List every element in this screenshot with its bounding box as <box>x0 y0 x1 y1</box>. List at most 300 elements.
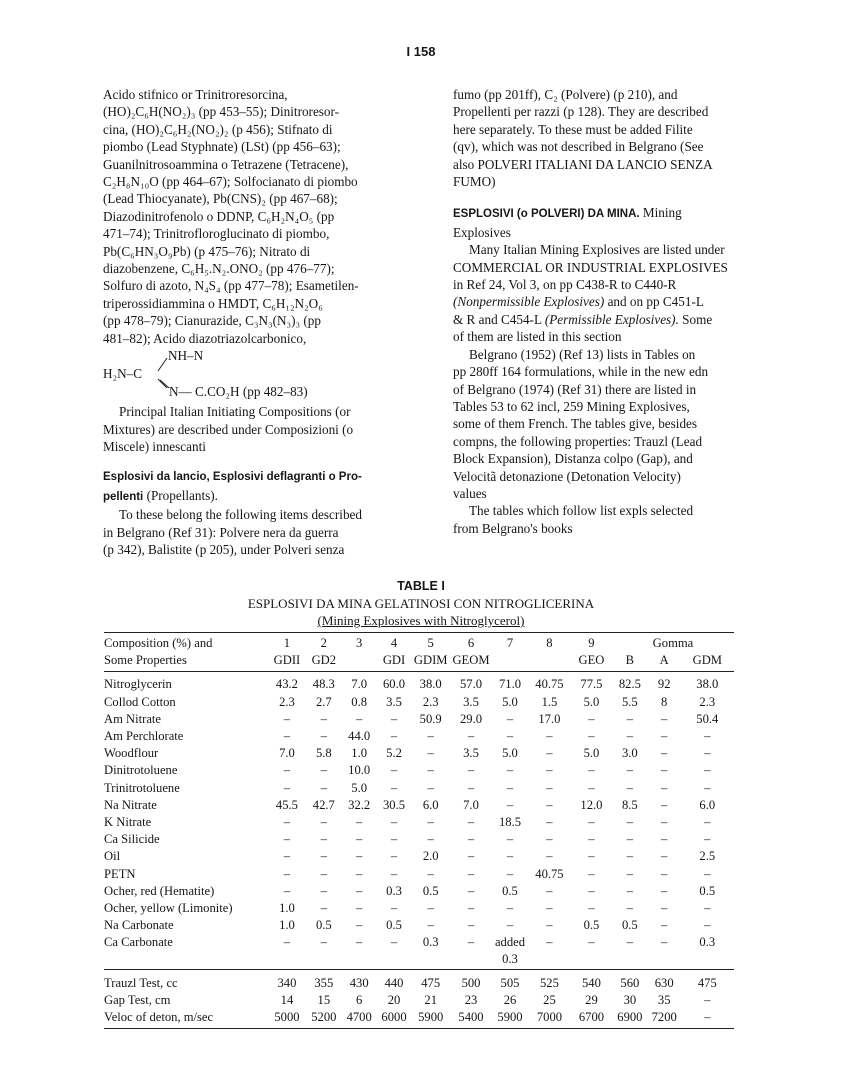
table-cell: – <box>320 814 327 829</box>
text-line: COMMERCIAL OR INDUSTRIAL EXPLOSIVES <box>453 259 728 275</box>
table-cell <box>528 652 571 672</box>
table-cell: 4 <box>377 633 412 653</box>
table-cell: – <box>320 711 327 726</box>
text-line: (qv), which was not described in Belgrano (See <box>453 139 704 155</box>
table-cell: 7.0 <box>279 746 295 761</box>
table-cell: 1 <box>268 633 306 653</box>
table-row <box>104 1009 734 1029</box>
table-cell: GD2 <box>306 652 342 672</box>
table-cell: – <box>626 849 634 864</box>
table-cell: – <box>704 729 711 744</box>
table-cell: – <box>427 918 434 933</box>
row-label: Na Nitrate <box>104 797 157 812</box>
text-line <box>103 487 415 506</box>
row-label: Ca Silicide <box>104 832 160 847</box>
table-cell: – <box>390 814 398 829</box>
table-cell: – <box>390 832 398 847</box>
table-cell: 630 <box>654 975 674 990</box>
table-cell: 1.0 <box>279 900 295 915</box>
text-line: Principal Italian Initiating Compositions (or <box>119 404 351 420</box>
table-cell: 18.5 <box>498 814 522 829</box>
table-cell: – <box>546 729 553 744</box>
table-cell: 44.0 <box>348 729 371 744</box>
row-label: Some Properties <box>104 652 268 672</box>
text-line: 471–74); Trinitrofloroglucinato di piombo, <box>103 226 330 242</box>
row-label: K Nitrate <box>104 814 152 829</box>
table-cell: 355 <box>314 975 334 990</box>
table-cell: 0.5 <box>315 918 332 933</box>
table-cell: – <box>320 780 327 795</box>
text-line: 481–82); Acido diazotriazolcarbonico, <box>103 330 307 346</box>
table-cell: 7200 <box>648 1009 681 1029</box>
table-cell: 6 <box>356 992 363 1007</box>
table-cell: 57.0 <box>459 677 483 692</box>
table-cell: – <box>320 763 327 778</box>
text-span: (Permissible Explosives). <box>544 311 679 327</box>
text-line <box>453 311 763 328</box>
table-cell: – <box>588 780 595 795</box>
table-cell: – <box>467 849 475 864</box>
table-cell: 5.5 <box>621 694 638 709</box>
table-cell: – <box>704 746 711 761</box>
composition-rows <box>104 672 734 969</box>
row-label: Oil <box>104 849 121 864</box>
table-cell: 5400 <box>450 1009 492 1029</box>
table-cell: – <box>356 918 363 933</box>
table-cell: 0.3 <box>699 935 716 950</box>
table-cell: 505 <box>500 975 520 990</box>
table-cell: – <box>626 935 634 950</box>
table-cell: – <box>546 746 553 761</box>
table-cell: – <box>467 814 475 829</box>
table-cell: – <box>626 729 634 744</box>
table-cell: 10.0 <box>348 763 371 778</box>
text-line: Propellenti per razzi (p 128). They are described <box>453 104 709 120</box>
table-cell: 0.5 <box>386 918 402 933</box>
text-line: of Belgrano (1974) (Ref 31) there are listed in <box>453 381 697 397</box>
text-span: and on pp C451-L <box>604 294 704 310</box>
table-cell <box>450 951 492 969</box>
table-cell: – <box>588 814 595 829</box>
text-span: Mining <box>639 205 682 221</box>
text-line <box>453 293 763 310</box>
table-cell: 14 <box>280 992 294 1007</box>
table-cell: 6700 <box>571 1009 612 1029</box>
table-cell <box>411 951 450 969</box>
text-line: from Belgrano's books <box>453 520 573 536</box>
table-row <box>104 951 734 969</box>
row-label: Nitroglycerin <box>104 677 172 692</box>
table-cell: – <box>283 883 291 898</box>
table-row <box>104 831 734 848</box>
text-line: triperossidiammina o HMDT, C₆H₁₂N₂O₆ <box>103 295 323 311</box>
table-cell: 7000 <box>528 1009 571 1029</box>
table-title: TABLE I <box>397 579 445 593</box>
table-cell: 7 <box>492 633 528 653</box>
table-cell: 5000 <box>268 1009 306 1029</box>
row-label: Veloc of deton, m/sec <box>104 1009 268 1029</box>
table-cell: 9 <box>571 633 612 653</box>
table-cell: – <box>661 814 668 829</box>
table-cell: – <box>427 832 434 847</box>
table-cell: 82.5 <box>618 677 641 692</box>
table-cell: – <box>506 866 514 881</box>
table-cell: 29 <box>585 992 598 1007</box>
table-cell: 0.5 <box>699 883 716 898</box>
table-cell: B <box>612 652 648 672</box>
text-line: piombo (Lead Styphnate) (LSt) (pp 456–63); <box>103 139 341 155</box>
table-cell: 20 <box>387 992 401 1007</box>
table-cell: – <box>320 900 327 915</box>
table-cell: – <box>427 900 434 915</box>
text-line: diazobenzene, C₆H₅.N₂.ONO₂ (pp 476–77); <box>103 261 335 277</box>
table-subtitle-english-text: (Mining Explosives with Nitroglycerol) <box>317 613 525 628</box>
text-line: compns, the following properties: Trauzl (Lead <box>453 433 703 449</box>
table-cell: – <box>427 814 434 829</box>
row-label: Gap Test, cm <box>104 992 171 1007</box>
table-cell: – <box>356 866 363 881</box>
table-cell: – <box>626 780 634 795</box>
table-cell: – <box>283 711 291 726</box>
table-cell: – <box>588 900 595 915</box>
table-cell: 40.75 <box>535 866 564 881</box>
table-row <box>104 762 734 779</box>
table-cell: – <box>320 883 327 898</box>
table-cell: 38.0 <box>419 677 442 692</box>
table-cell: 5.0 <box>583 746 600 761</box>
table-cell: 1.0 <box>279 918 295 933</box>
table-cell: GEOM <box>450 652 492 672</box>
table-cell: – <box>661 711 668 726</box>
table-cell: – <box>588 729 595 744</box>
table-cell: GDII <box>268 652 306 672</box>
text-line: here separately. To these must be added Filite <box>453 121 693 137</box>
row-label: Ocher, yellow (Limonite) <box>104 900 233 915</box>
table-cell: – <box>356 711 363 726</box>
table-cell: 40.75 <box>535 677 564 692</box>
table-cell: A <box>648 652 681 672</box>
table-cell: 48.3 <box>312 677 335 692</box>
table-cell: – <box>661 849 668 864</box>
table-cell: 35 <box>657 992 671 1007</box>
table-cell: – <box>356 849 363 864</box>
table-cell: 50.4 <box>696 711 719 726</box>
table-cell: – <box>546 935 553 950</box>
text-line: The tables which follow list expls selected <box>469 503 694 519</box>
text-line: (Lead Thiocyanate), Pb(CNS)₂ (pp 467–68); <box>103 191 338 207</box>
table-cell: 30 <box>623 992 637 1007</box>
table-cell: – <box>588 849 595 864</box>
table-cell: 3.0 <box>621 746 638 761</box>
table-cell: – <box>546 763 553 778</box>
formula-left: H₂N–C <box>103 366 143 382</box>
table-cell: – <box>661 746 668 761</box>
text-line: also POLVERI ITALIANI DA LANCIO SENZA <box>453 156 713 172</box>
table-cell: 0.5 <box>583 918 600 933</box>
table-cell: – <box>320 849 327 864</box>
table-cell: 2 <box>306 633 342 653</box>
table-cell: – <box>427 780 434 795</box>
table-row <box>104 728 734 745</box>
table-cell: – <box>283 729 291 744</box>
table-cell: 0.3 <box>492 951 528 969</box>
table-cell: 6 <box>450 633 492 653</box>
section-heading: Esplosivi da lancio, Esplosivi deflagranti o Pro- <box>103 471 362 484</box>
row-label: PETN <box>104 866 136 881</box>
text-line: Solfuro di azoto, N₄S₄ (pp 477–78); Esametilen- <box>103 278 359 294</box>
table-cell <box>342 652 377 672</box>
table-cell: 5.0 <box>583 694 600 709</box>
table-cell: – <box>467 763 475 778</box>
section-heading-end: pellenti <box>103 490 144 503</box>
table-cell: added <box>494 935 526 950</box>
table-cell <box>528 951 571 969</box>
table-cell: 7.0 <box>463 797 479 812</box>
table-cell: 25 <box>543 992 556 1007</box>
table-cell: – <box>506 797 514 812</box>
table-cell <box>342 951 377 969</box>
table-cell: – <box>704 832 711 847</box>
table-cell: 525 <box>539 975 559 990</box>
table-cell: 1.0 <box>351 746 368 761</box>
table-cell: – <box>467 935 475 950</box>
table-cell: – <box>626 814 634 829</box>
table-cell: 26 <box>503 992 517 1007</box>
table-cell: – <box>704 900 711 915</box>
table-cell: – <box>546 900 553 915</box>
table-cell: – <box>283 849 291 864</box>
table-cell: 1.5 <box>541 694 558 709</box>
property-rows <box>104 969 734 1029</box>
table-cell: – <box>283 780 291 795</box>
table-cell: 2.7 <box>315 694 332 709</box>
table-cell: – <box>588 832 595 847</box>
table-cell: – <box>626 883 634 898</box>
table-cell: – <box>704 780 711 795</box>
table-cell: – <box>390 780 398 795</box>
table-cell: – <box>546 918 553 933</box>
table-cell: – <box>661 797 668 812</box>
text-span: & R and C454-L <box>453 311 545 327</box>
table-cell: – <box>467 729 475 744</box>
text-line: (p 342), Balistite (p 205), under Polveri senza <box>103 541 345 557</box>
text-line: FUMO) <box>453 174 496 190</box>
table-cell: – <box>467 883 475 898</box>
right-column <box>453 86 763 537</box>
text-line: Guanilnitrosoammina o Tetrazene (Tetracene), <box>103 156 349 172</box>
text-line: of them are listed in this section <box>453 329 622 345</box>
formula-top: NH–N <box>168 348 204 364</box>
table-cell: – <box>283 866 291 881</box>
table-cell: 3.5 <box>463 746 479 761</box>
table-cell: – <box>681 1009 734 1029</box>
table-cell: – <box>320 866 327 881</box>
table-cell: 17.0 <box>538 711 561 726</box>
table-cell: – <box>427 866 434 881</box>
table-cell: 0.3 <box>386 883 402 898</box>
table-cell: 540 <box>582 975 601 990</box>
table-cell: – <box>588 711 595 726</box>
text-line: To these belong the following items described <box>119 507 362 523</box>
table-cell: 5.8 <box>315 746 332 761</box>
table-cell: 6.0 <box>422 797 439 812</box>
table-cell: 6900 <box>612 1009 648 1029</box>
table-cell <box>571 951 612 969</box>
table-cell: – <box>546 849 553 864</box>
table-cell: 5.2 <box>386 746 402 761</box>
table-cell: – <box>506 763 514 778</box>
table-cell: 50.9 <box>419 711 442 726</box>
text-line <box>453 204 763 223</box>
table-cell <box>612 951 648 969</box>
table-header-row <box>104 652 734 672</box>
table-row <box>104 672 734 694</box>
table-cell: – <box>390 729 398 744</box>
table-cell: – <box>390 900 398 915</box>
table-subtitle: ESPLOSIVI DA MINA GELATINOSI CON NITROGLICERINA <box>247 596 595 611</box>
table-cell: – <box>661 780 668 795</box>
row-label: Am Perchlorate <box>104 729 184 744</box>
table-cell: 4700 <box>342 1009 377 1029</box>
table-cell: – <box>506 711 514 726</box>
text-line: in Belgrano (Ref 31): Polvere nera da guerra <box>103 524 339 540</box>
text-line: Miscele) innescanti <box>103 438 206 454</box>
table-cell <box>648 951 681 969</box>
table-row <box>104 780 734 797</box>
table-caption <box>0 578 842 629</box>
mining-explosives-table <box>104 632 734 1029</box>
table-cell: 23 <box>464 992 478 1007</box>
table-row <box>104 934 734 951</box>
table-cell <box>268 951 306 969</box>
table-cell: 430 <box>349 975 369 990</box>
table-cell: 340 <box>277 975 297 990</box>
table-cell: – <box>661 918 668 933</box>
table-cell: 475 <box>697 975 717 990</box>
section-heading: ESPLOSIVI (o POLVERI) DA MINA. <box>453 208 640 221</box>
table-cell: – <box>588 883 595 898</box>
table-cell: 0.3 <box>422 935 439 950</box>
table-cell: – <box>546 797 553 812</box>
table-cell: 2.5 <box>699 849 716 864</box>
table-cell: – <box>626 763 634 778</box>
table-cell <box>377 951 412 969</box>
table-cell: 71.0 <box>498 677 522 692</box>
table-cell: 15 <box>317 992 331 1007</box>
text-line: some of them French. The tables give, besides <box>453 416 698 432</box>
table-cell: – <box>626 711 634 726</box>
table-cell: 5.0 <box>502 694 518 709</box>
table-cell: 32.2 <box>348 797 371 812</box>
table-cell: 500 <box>461 975 481 990</box>
table-cell: – <box>467 780 475 795</box>
table-cell: – <box>704 814 711 829</box>
table-cell: – <box>467 918 475 933</box>
table-cell: – <box>704 992 711 1007</box>
table-row <box>104 745 734 762</box>
table-cell: – <box>661 763 668 778</box>
table-cell: – <box>283 814 291 829</box>
table-cell: – <box>506 918 514 933</box>
text-line: Many Italian Mining Explosives are listed under <box>469 242 725 258</box>
table-cell: – <box>283 935 291 950</box>
table-cell: – <box>546 814 553 829</box>
table-cell: 5.0 <box>502 746 518 761</box>
row-label: Na Carbonate <box>104 918 174 933</box>
text-line: fumo (pp 201ff), C₂ (Polvere) (p 210), and <box>453 87 678 102</box>
table-cell: 8.5 <box>621 797 638 812</box>
table-cell: 5900 <box>411 1009 450 1029</box>
table-cell: – <box>704 763 711 778</box>
table-cell: – <box>427 763 434 778</box>
text-line: Tables 53 to 62 incl, 259 Mining Explosives, <box>453 398 690 414</box>
table-cell: GDM <box>681 652 734 672</box>
table-cell: – <box>427 746 434 761</box>
table-cell: 5.0 <box>351 780 368 795</box>
table-cell: GEO <box>571 652 612 672</box>
table-cell <box>492 652 528 672</box>
table-cell: – <box>588 866 595 881</box>
text-line: Mixtures) are described under Composizioni (o <box>103 421 354 437</box>
table-cell: – <box>506 900 514 915</box>
table-cell: – <box>283 832 291 847</box>
table-cell: Gomma <box>612 633 734 653</box>
text-line: Belgrano (1952) (Ref 13) lists in Tables on <box>469 346 696 362</box>
row-label: Dinitrotoluene <box>104 763 178 778</box>
text-line: values <box>453 485 487 501</box>
table-row <box>104 900 734 917</box>
table-cell: 0.8 <box>351 694 368 709</box>
table-cell: – <box>467 900 475 915</box>
table-cell: – <box>588 935 595 950</box>
formula-bottom: N— C.CO₂H (pp 482–83) <box>169 384 308 400</box>
table-cell: 92 <box>657 677 671 692</box>
text-line: (HO)₂C₆H(NO₂)₃ (pp 453–55); Dinitroresor- <box>103 104 340 120</box>
row-label: Trinitrotoluene <box>104 780 180 795</box>
table-cell: 8 <box>661 694 668 709</box>
table-cell: 0.5 <box>621 918 638 933</box>
table-cell: – <box>390 763 398 778</box>
table-cell: 560 <box>620 975 640 990</box>
row-label: Trauzl Test, cc <box>104 975 178 990</box>
table-cell: 0.5 <box>502 883 518 898</box>
table-cell: – <box>626 900 634 915</box>
text-line: cina, (HO)₂C₆H₂(NO₂)₂ (p 456); Stifnato di <box>103 121 333 137</box>
text-span: (Propellants). <box>143 487 218 503</box>
table-cell: 45.5 <box>275 797 298 812</box>
table-row <box>104 865 734 882</box>
table-cell <box>306 951 342 969</box>
table-cell: 5900 <box>492 1009 528 1029</box>
table-cell: – <box>506 849 514 864</box>
table-cell: 2.3 <box>699 694 716 709</box>
table-cell: – <box>546 883 553 898</box>
table-row <box>104 848 734 865</box>
table-cell: 6.0 <box>699 797 716 812</box>
table-cell: – <box>390 849 398 864</box>
table-cell: 60.0 <box>382 677 406 692</box>
table-cell: – <box>467 832 475 847</box>
table-cell: 21 <box>424 992 437 1007</box>
text-span: Some <box>678 311 713 327</box>
table-cell: 7.0 <box>351 677 368 692</box>
table-cell: 3 <box>342 633 377 653</box>
table-header-row <box>104 633 734 653</box>
row-label <box>104 951 268 969</box>
table-cell: – <box>661 729 668 744</box>
table-row <box>104 711 734 728</box>
left-column <box>103 86 415 558</box>
